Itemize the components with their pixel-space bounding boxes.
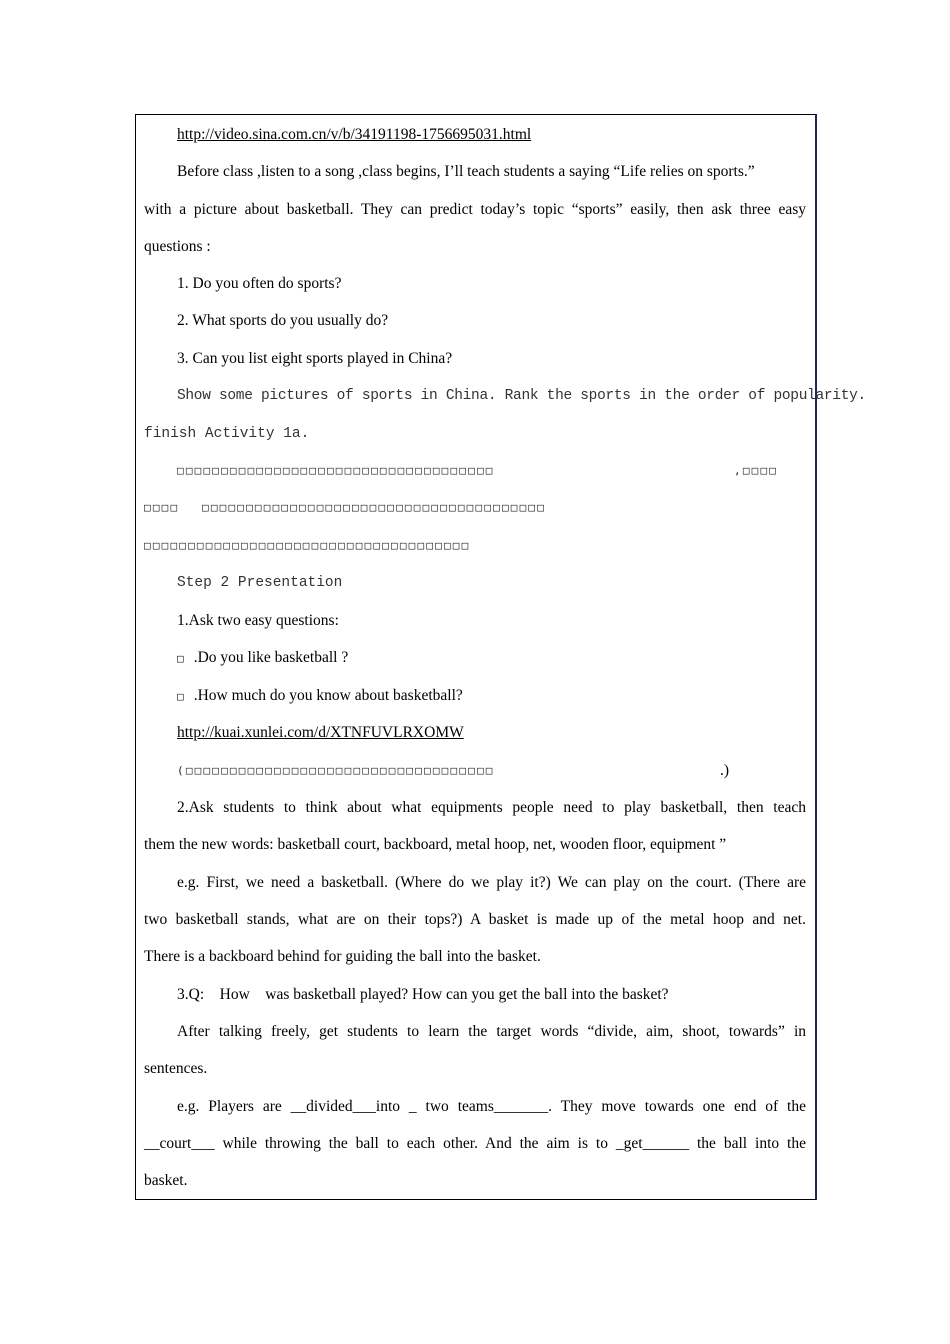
paren-garbled-left: (□□□□□□□□□□□□□□□□□□□□□□□□□□□□□□□□□□□ xyxy=(177,764,495,777)
paragraph-intro-2: with a picture about basketball. They can predict today’s topic “sports” easily, then ask three easy xyxy=(144,201,806,218)
example-1-line-2: two basketball stands, what are on their tops?) A basket is made up of the metal hoop and net. xyxy=(144,911,806,928)
video-link-line xyxy=(177,125,950,145)
ask-question-2 xyxy=(177,686,950,707)
example-2-line-3: basket. xyxy=(144,1172,188,1189)
example-1-line-1: e.g. First, we need a basketball. (Where do we play it?) We can play on the court. (There are xyxy=(177,874,806,891)
xunlei-link-line xyxy=(177,723,950,743)
question-3: 3. Can you list eight sports played in China? xyxy=(177,350,453,367)
garbled-line-2-left: □□□□ xyxy=(144,501,180,514)
ask-question-1-text: .Do you like basketball ? xyxy=(193,649,349,666)
xunlei-link[interactable]: http://kuai.xunlei.com/d/XTNFUVLRXOMW xyxy=(177,724,464,741)
show-pictures-line-1: Show some pictures of sports in China. Rank the sports in the order of popularity. xyxy=(177,388,866,404)
garbled-line-2-right: □□□□□□□□□□□□□□□□□□□□□□□□□□□□□□□□□□□□□□□ xyxy=(202,501,547,514)
after-talking-line-1: After talking freely, get students to learn the target words “divide, aim, shoot, towards” in xyxy=(177,1023,806,1040)
question-1: 1. Do you often do sports? xyxy=(177,275,342,292)
video-link[interactable]: http://video.sina.com.cn/v/b/34191198-1756695031.html xyxy=(177,126,532,143)
show-pictures-line-2: finish Activity 1a. xyxy=(144,426,310,442)
garbled-line-1-right: ,□□□□ xyxy=(734,464,779,477)
paragraph-equipment-1: 2.Ask students to think about what equipments people need to play basketball, then teach xyxy=(177,799,806,816)
example-1-line-3: There is a backboard behind for guiding the ball into the basket. xyxy=(144,948,541,965)
paren-close: .) xyxy=(720,762,730,779)
question-2: 2. What sports do you usually do? xyxy=(177,312,389,329)
paragraph-equipment-2: them the new words: basketball court, backboard, metal hoop, net, wooden floor, equipment ” xyxy=(144,836,727,853)
garbled-line-3: □□□□□□□□□□□□□□□□□□□□□□□□□□□□□□□□□□□□□ xyxy=(144,539,471,552)
question-how-played: 3.Q: How was basketball played? How can you get the ball into the basket? xyxy=(177,986,669,1003)
example-2-line-2: __court___ while throwing the ball to each other. And the aim is to _get______ the ball into the xyxy=(144,1135,806,1152)
paragraph-intro-3: questions : xyxy=(144,238,211,255)
paragraph-intro-1: Before class ,listen to a song ,class begins, I’ll teach students a saying “Life relies on sports.” xyxy=(177,163,755,180)
example-2-line-1: e.g. Players are __divided___into _ two teams_______. They move towards one end of the xyxy=(177,1098,806,1115)
after-talking-line-2: sentences. xyxy=(144,1060,208,1077)
step2-heading: Step 2 Presentation xyxy=(177,575,343,591)
garbled-line-1-left: □□□□□□□□□□□□□□□□□□□□□□□□□□□□□□□□□□□□ xyxy=(177,464,495,477)
ask-question-1 xyxy=(177,648,950,669)
ask-question-2-text: .How much do you know about basketball? xyxy=(193,687,463,704)
bullet-glyph: □ xyxy=(177,690,186,703)
ask-two-questions: 1.Ask two easy questions: xyxy=(177,612,339,629)
bullet-glyph: □ xyxy=(177,652,186,665)
